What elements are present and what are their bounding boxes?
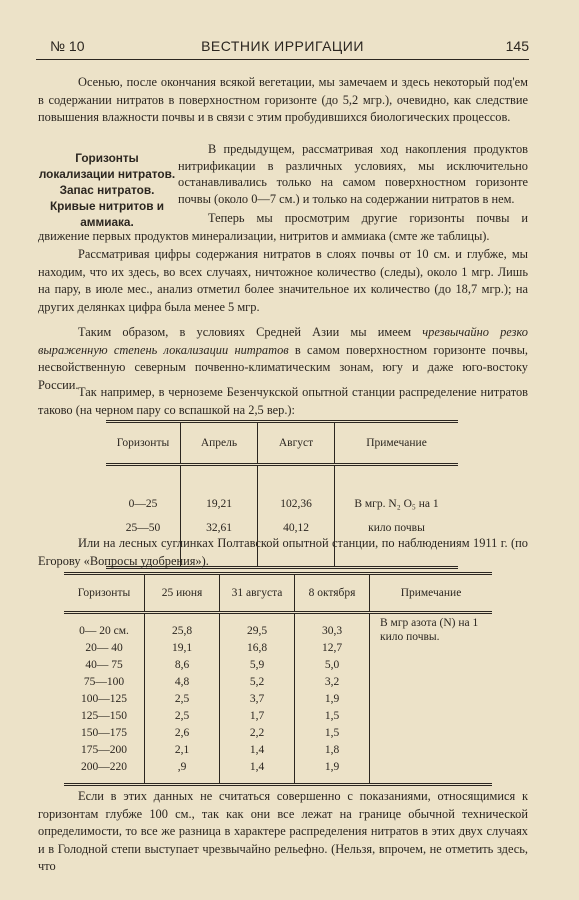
journal-title: ВЕСТНИК ИРРИГАЦИИ bbox=[201, 38, 364, 54]
value-cell: 1,9 bbox=[295, 690, 370, 707]
note-cell: кило почвы bbox=[335, 516, 459, 540]
page-number: 145 bbox=[505, 38, 529, 54]
paragraph-horizons: Теперь мы просмотрим другие горизонты почвы и движение первых продуктов минерализации, нитритов и аммиака (смте же таблицы). bbox=[38, 211, 528, 243]
column-header: Апрель bbox=[181, 422, 258, 465]
value-cell: 5,0 bbox=[295, 656, 370, 673]
value-cell: 5,2 bbox=[220, 673, 295, 690]
value-cell: 16,8 bbox=[220, 639, 295, 656]
column-header: Примечание bbox=[370, 574, 493, 613]
value-cell: 8,6 bbox=[145, 656, 220, 673]
value-cell: 2,5 bbox=[145, 707, 220, 724]
value-cell: 3,7 bbox=[220, 690, 295, 707]
value-cell: 25,8 bbox=[145, 622, 220, 639]
column-header: 8 октября bbox=[295, 574, 370, 613]
horizon-cell: 40— 75 bbox=[85, 658, 123, 671]
paragraph-bezenchuk: Так например, в черноземе Безенчукской опытной станции распределение нитратов таково (на черном пару со вспашкой на 2,5 вер.): bbox=[38, 385, 528, 417]
value-cell: 2,6 bbox=[145, 724, 220, 741]
paragraph-poltava: Или на лесных суглинках Полтавской опытной станции, по наблюдениям 1911 г. (по Егорову «Вопросы удобрения»). bbox=[38, 536, 528, 568]
issue-number: № 10 bbox=[50, 38, 85, 54]
localization-text-end: в самом поверхностном горизонте почвы, несвойственную северным почвенно-климатическим зонам, югу и даже юго-востоку России. bbox=[38, 342, 528, 392]
value-cell: 1,7 bbox=[220, 707, 295, 724]
horizon-cell: 0—25 bbox=[128, 498, 158, 510]
column-header: Август bbox=[258, 422, 335, 465]
horizon-cell: 0— 20 см. bbox=[79, 624, 129, 637]
horizon-cell: 200—220 bbox=[81, 760, 127, 773]
value-cell: 12,7 bbox=[295, 639, 370, 656]
horizon-cell: 75—100 bbox=[83, 675, 125, 688]
localization-text-start: Таким образом, в условиях Средней Азии мы имеем bbox=[78, 325, 423, 339]
value-cell: ,9 bbox=[145, 758, 220, 775]
value-cell: 2,1 bbox=[145, 741, 220, 758]
column-header: Горизонты bbox=[64, 574, 145, 613]
column-header: 31 августа bbox=[220, 574, 295, 613]
side-heading: Горизонты локализации нитратов. Запас нитратов. Кривые нитритов и аммиака. bbox=[38, 151, 176, 229]
table-row bbox=[106, 492, 458, 516]
column-header: Примечание bbox=[335, 422, 459, 465]
value-cell: 1,5 bbox=[295, 707, 370, 724]
value-cell: 1,8 bbox=[295, 741, 370, 758]
value-cell: 1,4 bbox=[220, 758, 295, 775]
value-cell: 5,9 bbox=[220, 656, 295, 673]
table-spacer bbox=[64, 613, 492, 623]
paragraph-figures: Рассматривая цифры содержания нитратов в слоях почвы от 10 см. и глубже, мы находим, что их здесь, во всех случаях, ничтожное количество (следы), около 1 мгр. Лишь на пару, в июле мес., анализ отметил более значительное их количество (до 18,7 мгр.); на других делянках цифра была менее 5 мгр. bbox=[38, 247, 528, 314]
table-spacer bbox=[106, 465, 458, 493]
value-cell: 40,12 bbox=[258, 516, 335, 540]
column-header: 25 июня bbox=[145, 574, 220, 613]
value-cell: 2,5 bbox=[145, 690, 220, 707]
value-cell: 19,1 bbox=[145, 639, 220, 656]
value-cell: 19,21 bbox=[181, 492, 258, 516]
value-cell: 32,61 bbox=[181, 516, 258, 540]
paragraph-autumn: Осенью, после окончания всякой вегетации, мы замечаем и здесь некоторый под'ем в содержании нитратов в поверхностном горизонте (до 5,2 мгр.), очевидно, как следствие повышения влажности почвы и в связи с этим пробудившихся биологических процессов. bbox=[38, 75, 528, 124]
table-header-row bbox=[64, 574, 492, 613]
paragraph-conclusion: Если в этих данных не считаться совершенно с показаниями, относящимися к горизонтам глубже 100 см., так как они все лежат на границе обычной технической определимости, то все же разница в характере распределения нитратов в этих двух случаях и в Голодной степи выступает чрезвычайно рельефно. (Нельзя, впрочем, не отметить здесь, что bbox=[38, 789, 528, 873]
value-cell: 30,3 bbox=[295, 622, 370, 639]
value-cell: 102,36 bbox=[258, 492, 335, 516]
value-cell: 1,5 bbox=[295, 724, 370, 741]
page-header bbox=[36, 38, 529, 58]
header-rule bbox=[36, 59, 529, 60]
horizon-cell: 150—175 bbox=[81, 726, 127, 739]
value-cell: 1,4 bbox=[220, 741, 295, 758]
note-cell: В мгр азота (N) на 1 кило почвы. bbox=[370, 613, 493, 785]
horizon-cell: 100—125 bbox=[81, 692, 127, 705]
horizon-cell: 25—50 bbox=[125, 522, 161, 534]
localization-emphasis: чрезвычайно резко выраженную степень локализации нитратов bbox=[38, 325, 528, 357]
value-cell: 4,8 bbox=[145, 673, 220, 690]
horizon-cell: 125—150 bbox=[81, 709, 127, 722]
value-cell: 3,2 bbox=[295, 673, 370, 690]
poltava-table bbox=[64, 572, 492, 786]
value-cell: 29,5 bbox=[220, 622, 295, 639]
table-header-row bbox=[106, 422, 458, 465]
column-header: Горизонты bbox=[106, 422, 181, 465]
paragraph-previous: В предыдущем, рассматривая ход накопления продуктов нитрификации в различных условиях, мы исключительно останавливались только на самом поверхностном горизонте почвы (около 0—7 см.) и только на содержании нитратов в нем. bbox=[178, 142, 528, 206]
note-cell: В мгр. N₂ O₅ на 1 bbox=[335, 492, 459, 516]
horizon-cell: 175—200 bbox=[81, 743, 127, 756]
value-cell: 2,2 bbox=[220, 724, 295, 741]
value-cell: 1,9 bbox=[295, 758, 370, 775]
horizon-cell: 20— 40 bbox=[85, 641, 123, 654]
